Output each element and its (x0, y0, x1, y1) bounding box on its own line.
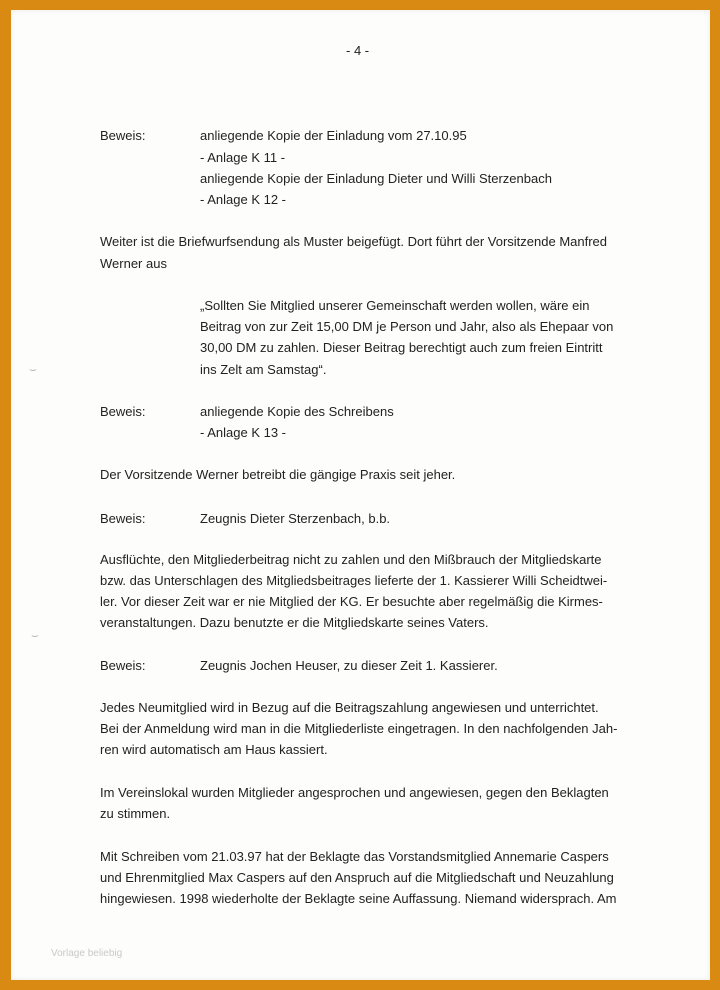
evidence-line: Zeugnis Dieter Sterzenbach, b.b. (200, 511, 391, 526)
paragraph-line: Bei der Anmeldung wird man in die Mitgliederliste eingetragen. In den nachfolgenden Jah- (100, 721, 618, 736)
evidence-line: - Anlage K 11 - (200, 150, 286, 165)
evidence-line: anliegende Kopie der Einladung vom 27.10.95 (200, 128, 467, 143)
paragraph-line: Jedes Neumitglied wird in Bezug auf die Beitragszahlung angewiesen und unterrichtet. (100, 700, 599, 715)
paragraph-line: veranstaltungen. Dazu benutzte er die Mitgliedskarte seines Vaters. (100, 615, 489, 630)
paragraph-line: Mit Schreiben vom 21.03.97 hat der Beklagte das Vorstandsmitglied Annemarie Caspers (100, 849, 609, 864)
quote-line: Beitrag von zur Zeit 15,00 DM je Person und Jahr, also als Ehepaar von (200, 319, 614, 334)
paragraph-line: zu stimmen. (100, 806, 171, 821)
evidence-line: anliegende Kopie der Einladung Dieter und Willi Sterzenbach (200, 171, 552, 186)
evidence-label: Beweis: (100, 658, 146, 673)
quote-line: 30,00 DM zu zahlen. Dieser Beitrag berechtigt auch zum freien Eintritt (200, 340, 603, 355)
scan-artifact: ⌣ (31, 628, 39, 642)
evidence-line: - Anlage K 12 - (200, 192, 286, 207)
scan-artifact: ⌣ (29, 362, 37, 376)
paragraph-line: ren wird automatisch am Haus kassiert. (100, 742, 328, 757)
evidence-line: - Anlage K 13 - (200, 425, 286, 440)
quote-line: „Sollten Sie Mitglied unserer Gemeinschaft werden wollen, wäre ein (200, 298, 590, 313)
evidence-line: anliegende Kopie des Schreibens (200, 404, 394, 419)
page-number: - 4 - (346, 43, 370, 58)
paragraph-line: und Ehrenmitglied Max Caspers auf den Anspruch auf die Mitgliedschaft und Neuzahlung (100, 870, 614, 885)
evidence-label: Beweis: (100, 511, 146, 526)
document-page (11, 10, 710, 980)
paragraph-line: Der Vorsitzende Werner betreibt die gängige Praxis seit jeher. (100, 467, 456, 482)
watermark: Vorlage beliebig (51, 948, 123, 959)
paragraph-line: ler. Vor dieser Zeit war er nie Mitglied der KG. Er besuchte aber regelmäßig die Kirmes- (100, 594, 603, 609)
paragraph-line: bzw. das Unterschlagen des Mitgliedsbeitrages lieferte der 1. Kassierer Willi Scheidtwei- (100, 573, 608, 588)
paragraph-line: Weiter ist die Briefwurfsendung als Muster beigefügt. Dort führt der Vorsitzende Manfred (100, 234, 608, 249)
evidence-label: Beweis: (100, 128, 146, 143)
paragraph-line: Im Vereinslokal wurden Mitglieder angesprochen und angewiesen, gegen den Beklagten (100, 785, 609, 800)
evidence-line: Zeugnis Jochen Heuser, zu dieser Zeit 1. Kassierer. (200, 658, 498, 673)
paragraph-line: hingewiesen. 1998 wiederholte der Beklagte seine Auffassung. Niemand widersprach. Am (100, 891, 617, 906)
paragraph-line: Werner aus (100, 256, 167, 271)
evidence-label: Beweis: (100, 404, 146, 419)
paragraph-line: Ausflüchte, den Mitgliederbeitrag nicht zu zahlen und den Mißbrauch der Mitgliedskarte (100, 552, 602, 567)
quote-line: ins Zelt am Samstag“. (200, 362, 327, 377)
